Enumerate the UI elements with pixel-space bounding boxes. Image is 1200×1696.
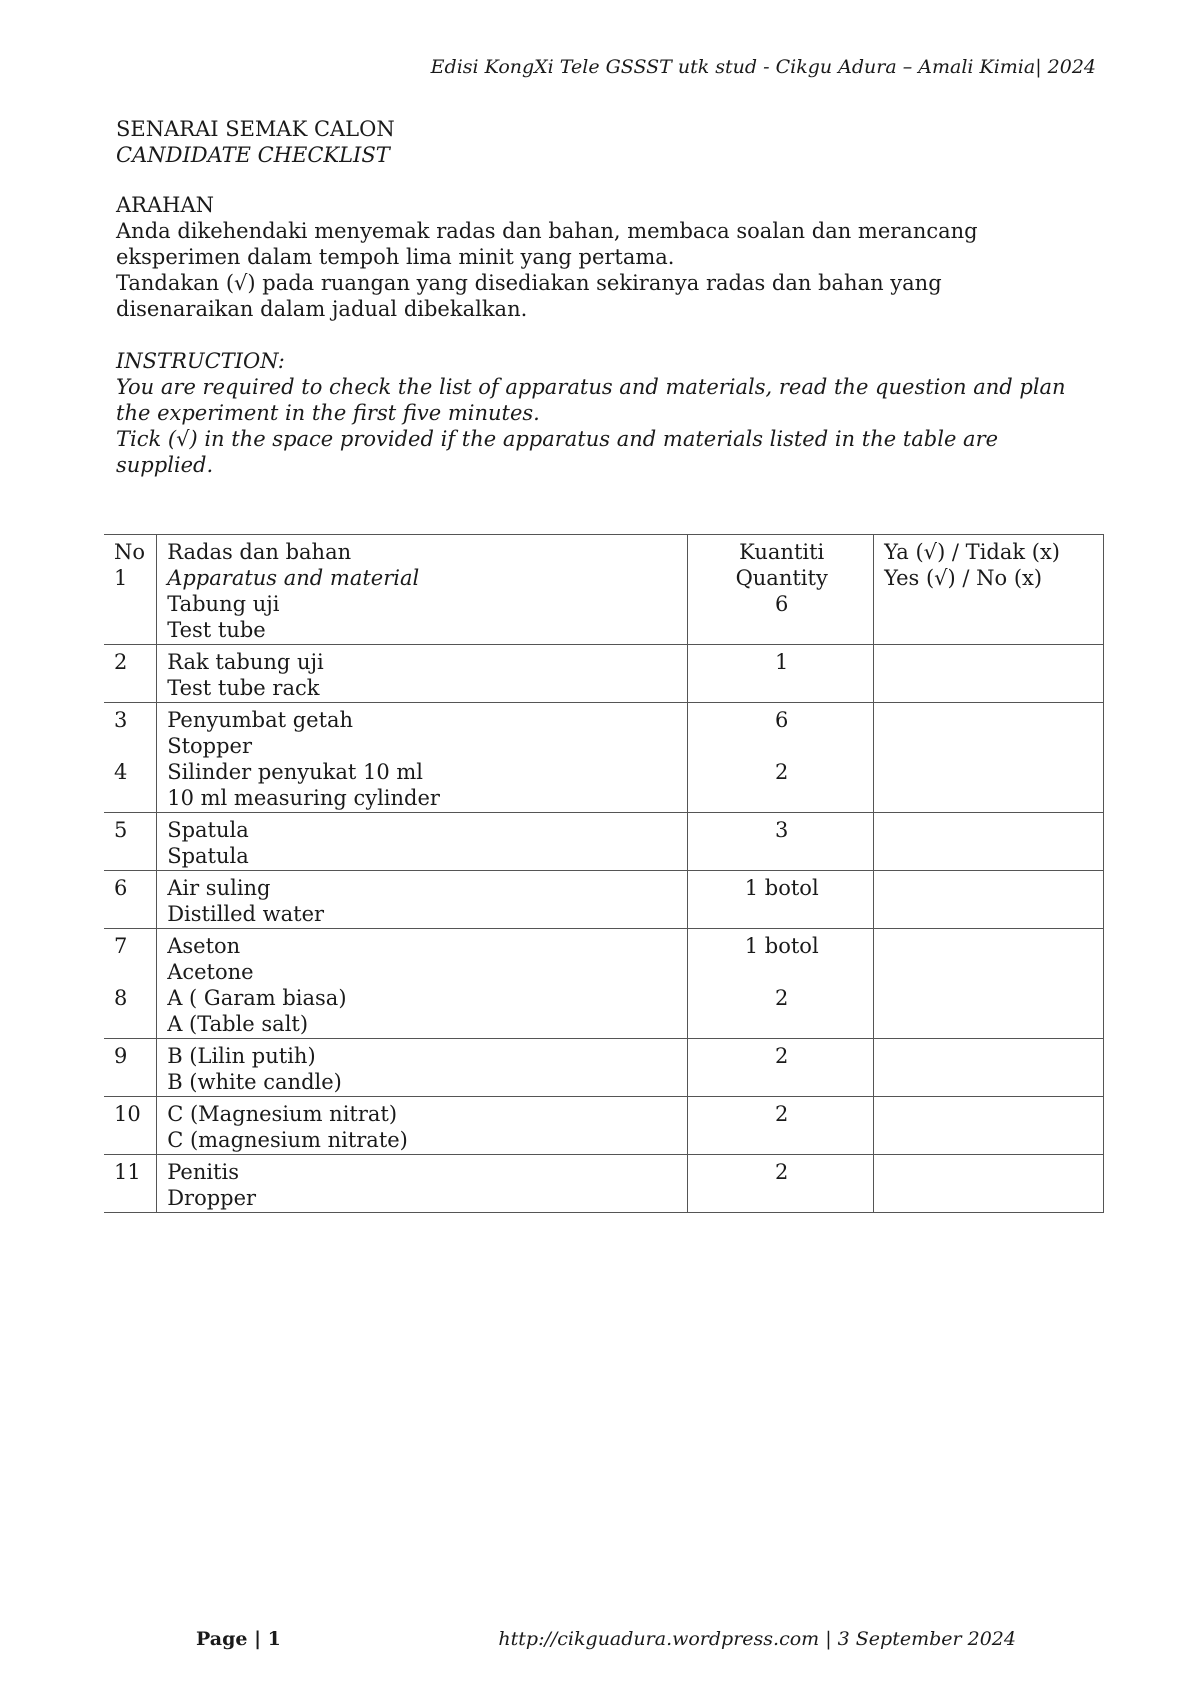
tick-cell[interactable] <box>874 535 1104 645</box>
instructions-malay <box>116 192 1076 322</box>
qty-cell <box>688 871 874 929</box>
item-cell <box>157 929 688 1039</box>
item-qty: 6 <box>775 592 789 616</box>
row-no: 7 <box>114 934 128 958</box>
instructions-english-line: You are required to check the list of apparatus and materials, read the question and plan <box>116 375 1066 399</box>
item-english: Test tube rack <box>167 676 320 700</box>
row-no: 6 <box>114 876 128 900</box>
instructions-english-line: supplied. <box>116 453 214 477</box>
instructions-english-line: the experiment in the first five minutes. <box>116 401 540 425</box>
document-title <box>116 116 1076 168</box>
item-malay: Spatula <box>167 818 249 842</box>
item-malay: Air suling <box>167 876 271 900</box>
tick-cell[interactable] <box>874 1039 1104 1097</box>
instructions-malay-line: disenaraikan dalam jadual dibekalkan. <box>116 297 528 321</box>
no-cell <box>104 1155 157 1213</box>
item-cell <box>157 813 688 871</box>
page-header: Edisi KongXi Tele GSSST utk stud - Cikgu Adura – Amali Kimia| 2024 <box>430 56 1096 78</box>
item-cell <box>157 535 688 645</box>
qty-cell <box>688 813 874 871</box>
footer-url-date: http://cikguadura.wordpress.com | 3 September 2024 <box>498 1628 1016 1650</box>
instructions-malay-line: Anda dikehendaki menyemak radas dan bahan, membaca soalan dan merancang <box>116 219 978 243</box>
row-no: 5 <box>114 818 128 842</box>
header-tick-malay: Ya (√) / Tidak (x) <box>884 540 1060 564</box>
header-qty-english: Quantity <box>735 566 828 590</box>
tick-cell[interactable] <box>874 929 1104 1039</box>
no-cell <box>104 929 157 1039</box>
item-cell <box>157 871 688 929</box>
row-no: 10 <box>114 1102 141 1126</box>
qty-cell <box>688 535 874 645</box>
item-malay: Rak tabung uji <box>167 650 324 674</box>
no-cell <box>104 1039 157 1097</box>
no-cell <box>104 535 157 645</box>
row-no: 3 <box>114 708 128 732</box>
item-english: Spatula <box>167 844 249 868</box>
title-malay: SENARAI SEMAK CALON <box>116 117 395 141</box>
no-cell <box>104 813 157 871</box>
table-row <box>104 645 1104 703</box>
item-qty: 2 <box>775 1160 789 1184</box>
item-cell <box>157 1155 688 1213</box>
item-qty: 1 botol <box>744 934 819 958</box>
instructions-malay-line: Tandakan (√) pada ruangan yang disediakan sekiranya radas dan bahan yang <box>116 271 942 295</box>
header-qty-malay: Kuantiti <box>739 540 825 564</box>
item-english: Acetone <box>167 960 254 984</box>
item-qty: 1 botol <box>744 876 819 900</box>
instructions-english <box>116 348 1076 478</box>
no-cell <box>104 703 157 813</box>
page-number: Page | 1 <box>196 1628 281 1650</box>
tick-cell[interactable] <box>874 1097 1104 1155</box>
table-row <box>104 929 1104 1039</box>
qty-cell <box>688 1155 874 1213</box>
row-no: 9 <box>114 1044 128 1068</box>
item-qty: 2 <box>775 986 789 1010</box>
item-malay: A ( Garam biasa) <box>167 986 347 1010</box>
tick-cell[interactable] <box>874 645 1104 703</box>
qty-cell <box>688 929 874 1039</box>
table-row <box>104 703 1104 813</box>
item-english: Distilled water <box>167 902 325 926</box>
qty-cell <box>688 703 874 813</box>
table-row <box>104 535 1104 645</box>
no-cell <box>104 871 157 929</box>
item-cell <box>157 703 688 813</box>
item-qty: 2 <box>775 760 789 784</box>
instructions-english-heading: INSTRUCTION: <box>116 349 285 373</box>
item-english: Dropper <box>167 1186 257 1210</box>
instructions-malay-line: eksperimen dalam tempoh lima minit yang pertama. <box>116 245 675 269</box>
instructions-malay-heading: ARAHAN <box>116 193 214 217</box>
table-row <box>104 1097 1104 1155</box>
header-item-english: Apparatus and material <box>167 566 420 590</box>
item-qty: 2 <box>775 1044 789 1068</box>
row-no: 11 <box>114 1160 141 1184</box>
item-english: B (white candle) <box>167 1070 342 1094</box>
tick-cell[interactable] <box>874 1155 1104 1213</box>
qty-cell <box>688 1039 874 1097</box>
row-no: 8 <box>114 986 128 1010</box>
item-english: Stopper <box>167 734 253 758</box>
item-cell <box>157 1097 688 1155</box>
qty-cell <box>688 645 874 703</box>
item-malay: Silinder penyukat 10 ml <box>167 760 424 784</box>
item-malay: Aseton <box>167 934 241 958</box>
item-qty: 3 <box>775 818 789 842</box>
item-english: A (Table salt) <box>167 1012 309 1036</box>
tick-cell[interactable] <box>874 871 1104 929</box>
item-english: 10 ml measuring cylinder <box>167 786 440 810</box>
item-malay: Tabung uji <box>167 592 280 616</box>
row-no: 4 <box>114 760 128 784</box>
item-english: Test tube <box>167 618 266 642</box>
item-qty: 6 <box>775 708 789 732</box>
header-no: No <box>114 540 146 564</box>
item-malay: Penyumbat getah <box>167 708 354 732</box>
item-malay: C (Magnesium nitrat) <box>167 1102 398 1126</box>
tick-cell[interactable] <box>874 813 1104 871</box>
row-no: 2 <box>114 650 128 674</box>
tick-cell[interactable] <box>874 703 1104 813</box>
item-cell <box>157 645 688 703</box>
item-malay: B (Lilin putih) <box>167 1044 316 1068</box>
table-row <box>104 1039 1104 1097</box>
row-no: 1 <box>114 566 128 590</box>
no-cell <box>104 645 157 703</box>
qty-cell <box>688 1097 874 1155</box>
item-english: C (magnesium nitrate) <box>167 1128 408 1152</box>
item-malay: Penitis <box>167 1160 239 1184</box>
header-item-malay: Radas dan bahan <box>167 540 352 564</box>
item-qty: 1 <box>775 650 789 674</box>
table-row <box>104 813 1104 871</box>
item-qty: 2 <box>775 1102 789 1126</box>
title-english: CANDIDATE CHECKLIST <box>116 143 390 167</box>
no-cell <box>104 1097 157 1155</box>
checklist-table <box>104 534 1104 1213</box>
table-row <box>104 871 1104 929</box>
table-row <box>104 1155 1104 1213</box>
instructions-english-line: Tick (√) in the space provided if the apparatus and materials listed in the table are <box>116 427 999 451</box>
item-cell <box>157 1039 688 1097</box>
header-tick-english: Yes (√) / No (x) <box>884 566 1043 590</box>
